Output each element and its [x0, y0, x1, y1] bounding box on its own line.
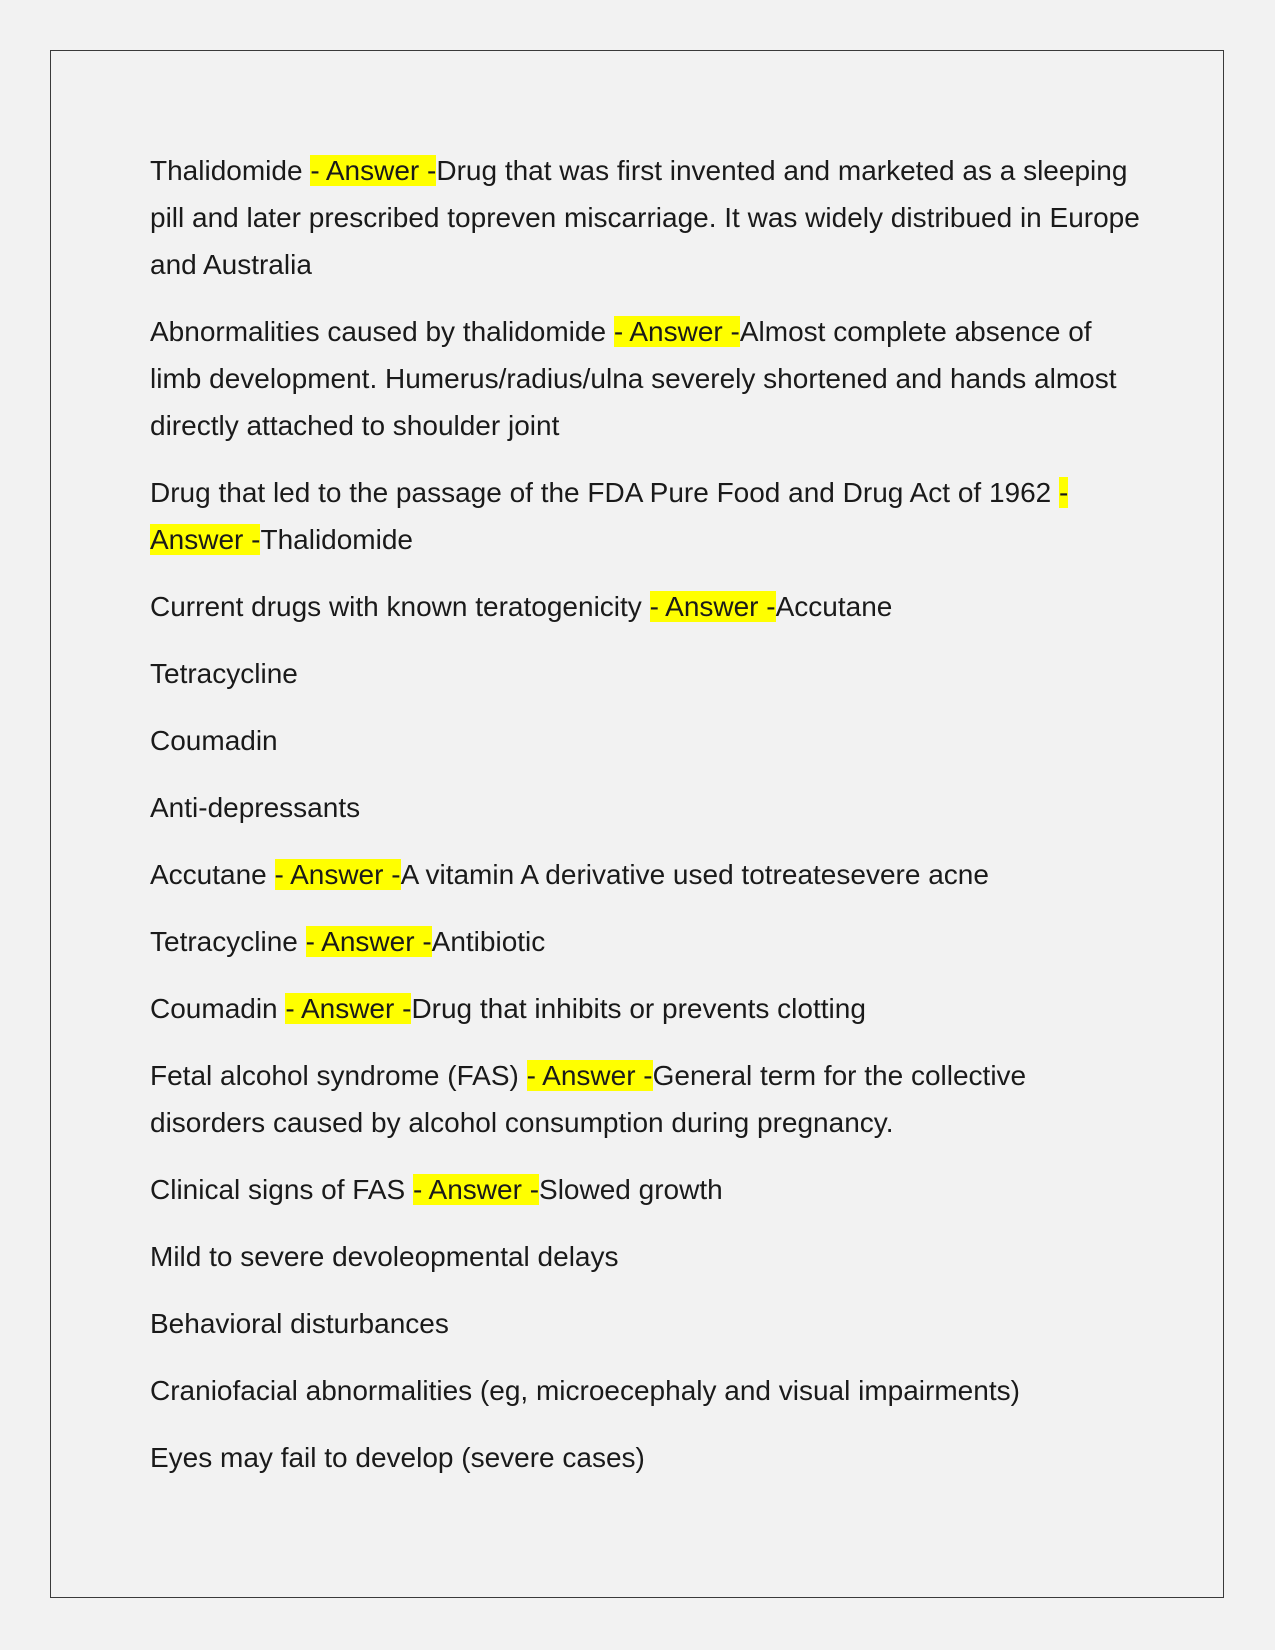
entry-answer: Accutane — [775, 591, 893, 622]
answer-marker: - Answer - — [649, 591, 776, 622]
entry-answer: Antibiotic — [431, 926, 546, 957]
answer-marker: - Answer - — [274, 859, 401, 890]
list-item-coumadin: Coumadin — [150, 725, 278, 756]
document-content — [150, 147, 1140, 1501]
list-item-anti-depressants: Anti-depressants — [150, 792, 361, 823]
entry-answer: Drug that was first invented and marketed as a sleeping pill and later prescribed topreven miscarriage. It was widely distribued in Europe and Australia — [150, 155, 1140, 280]
list-item-behavioral-disturbances: Behavioral disturbances — [150, 1308, 449, 1339]
list-item-developmental-delays: Mild to severe devoleopmental delays — [150, 1241, 619, 1272]
entry-term: Fetal alcohol syndrome (FAS) — [150, 1060, 527, 1091]
qa-entry-tetracycline — [150, 918, 1140, 965]
entry-answer: Drug that inhibits or prevents clotting — [411, 993, 866, 1024]
entry-term: Thalidomide — [150, 155, 311, 186]
answer-marker: - Answer - — [613, 316, 740, 347]
answer-marker: - Answer - — [305, 926, 432, 957]
answer-marker: - Answer - — [413, 1174, 540, 1205]
answer-marker: - Answer - — [310, 155, 437, 186]
answer-marker: - Answer - — [150, 477, 1069, 555]
entry-term: Current drugs with known teratogenicity — [150, 591, 650, 622]
list-item-tetracycline: Tetracycline — [150, 658, 298, 689]
answer-marker: - Answer - — [285, 993, 412, 1024]
entry-answer: Almost complete absence of limb development. Humerus/radius/ulna severely shortened and hands almost directly attached to shoulder joint — [150, 316, 1117, 441]
entry-answer: A vitamin A derivative used totreatesevere acne — [400, 859, 989, 890]
entry-term: Accutane — [150, 859, 275, 890]
entry-term: Tetracycline — [150, 926, 306, 957]
entry-term: Abnormalities caused by thalidomide — [150, 316, 614, 347]
qa-entry-abnormalities — [150, 308, 1140, 449]
list-item-craniofacial: Craniofacial abnormalities (eg, microecephaly and visual impairments) — [150, 1375, 1020, 1406]
qa-entry-fas-signs — [150, 1166, 1140, 1213]
qa-entry-coumadin — [150, 985, 1140, 1032]
qa-entry-fas — [150, 1052, 1140, 1146]
qa-entry-fda-act — [150, 469, 1140, 563]
entry-answer: Thalidomide — [260, 524, 413, 555]
list-item-eyes: Eyes may fail to develop (severe cases) — [150, 1442, 645, 1473]
entry-answer: Slowed growth — [539, 1174, 723, 1205]
entry-term: Drug that led to the passage of the FDA Pure Food and Drug Act of 1962 — [150, 477, 1060, 508]
entry-answer: General term for the collective disorders caused by alcohol consumption during pregnancy. — [150, 1060, 1027, 1138]
qa-entry-thalidomide — [150, 147, 1140, 288]
entry-term: Coumadin — [150, 993, 286, 1024]
entry-term: Clinical signs of FAS — [150, 1174, 413, 1205]
qa-entry-teratogenic-drugs — [150, 583, 1140, 630]
answer-marker: - Answer - — [526, 1060, 653, 1091]
qa-entry-accutane — [150, 851, 1140, 898]
